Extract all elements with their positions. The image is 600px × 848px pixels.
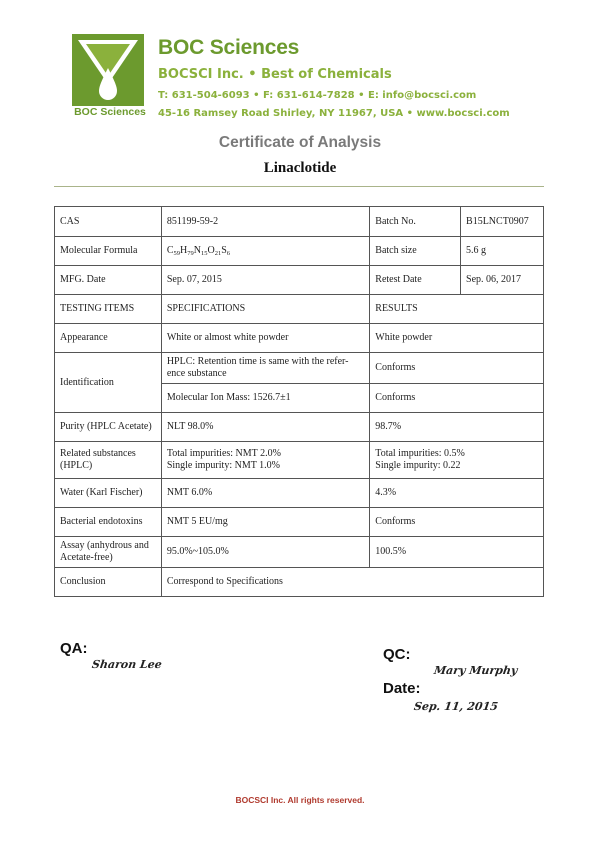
table-row <box>55 413 544 442</box>
table-row <box>55 537 544 568</box>
table-row <box>55 353 544 384</box>
footer-copyright: BOCSCI Inc. All rights reserved. <box>235 795 365 805</box>
batch-value: B15LNCT0907 <box>461 207 544 237</box>
spec-cell: Molecular Ion Mass: 1526.7±1 <box>161 384 369 413</box>
item-cell: Identification <box>55 353 162 413</box>
letterhead <box>72 34 532 124</box>
item-cell: Related substances (HPLC) <box>55 442 162 479</box>
cas-label: CAS <box>55 207 162 237</box>
item-cell: Purity (HPLC Acetate) <box>55 413 162 442</box>
table-row <box>55 442 544 479</box>
sign-date: Sep. 11, 2015 <box>413 700 499 713</box>
qa-label: QA: <box>60 640 88 657</box>
formula-value: $C_{59}H_{79}N_{15}O_{21}S_6$ <box>161 237 369 266</box>
result-cell: 100.5% <box>370 537 544 568</box>
result-cell: Total impurities: 0.5% Single impurity: 0.22 <box>370 442 544 479</box>
retest-date-label: Retest Date <box>370 266 461 295</box>
table-header-row <box>55 295 544 324</box>
table-row <box>55 508 544 537</box>
result-cell: Conforms <box>370 384 544 413</box>
result-cell: Conforms <box>370 508 544 537</box>
brand-block <box>158 36 538 120</box>
formula-label: Molecular Formula <box>55 237 162 266</box>
table-row <box>55 207 544 237</box>
product-name: Linaclotide <box>263 160 337 176</box>
brand-contact: T: 631-504-6093 • F: 631-614-7828 • E: info@bocsci.com <box>158 90 477 101</box>
item-cell: Appearance <box>55 324 162 353</box>
col-header-items: TESTING ITEMS <box>55 295 162 324</box>
date-label: Date: <box>383 680 421 697</box>
batch-size-value: 5.6 g <box>461 237 544 266</box>
spec-cell: White or almost white powder <box>161 324 369 353</box>
result-cell: 98.7% <box>370 413 544 442</box>
logo-mark-icon <box>72 34 144 106</box>
qc-signature: Mary Murphy <box>433 664 519 677</box>
logo-caption: BOC Sciences <box>74 106 146 118</box>
document-title: Certificate of Analysis <box>218 134 382 151</box>
result-cell: Conforms <box>370 353 544 384</box>
spec-cell: NMT 5 EU/mg <box>161 508 369 537</box>
col-header-specifications: SPECIFICATIONS <box>161 295 369 324</box>
spec-cell: NMT 6.0% <box>161 479 369 508</box>
item-cell: Bacterial endotoxins <box>55 508 162 537</box>
result-cell: White powder <box>370 324 544 353</box>
conclusion-cell: Correspond to Specifications <box>161 568 543 597</box>
mfg-date-label: MFG. Date <box>55 266 162 295</box>
qa-signature: Sharon Lee <box>91 658 163 671</box>
table-row <box>55 266 544 295</box>
header-divider <box>54 186 544 187</box>
spec-cell: 95.0%~105.0% <box>161 537 369 568</box>
analysis-table <box>54 206 544 597</box>
item-cell: Water (Karl Fischer) <box>55 479 162 508</box>
table-row <box>55 568 544 597</box>
table-row <box>55 479 544 508</box>
batch-size-label: Batch size <box>370 237 461 266</box>
spec-cell: Total impurities: NMT 2.0% Single impurity: NMT 1.0% <box>161 442 369 479</box>
cas-value: 851199-59-2 <box>161 207 369 237</box>
mfg-date-value: Sep. 07, 2015 <box>161 266 369 295</box>
qc-label: QC: <box>383 646 411 663</box>
brand-name: BOC Sciences <box>158 36 300 59</box>
col-header-results: RESULTS <box>370 295 544 324</box>
retest-date-value: Sep. 06, 2017 <box>461 266 544 295</box>
result-cell: 4.3% <box>370 479 544 508</box>
table-row <box>55 324 544 353</box>
batch-label: Batch No. <box>370 207 461 237</box>
brand-address: 45-16 Ramsey Road Shirley, NY 11967, USA • www.bocsci.com <box>158 108 510 119</box>
spec-cell: HPLC: Retention time is same with the refer-ence substance <box>161 353 369 384</box>
brand-tagline: BOCSCI Inc. • Best of Chemicals <box>158 67 392 82</box>
company-logo <box>72 34 144 120</box>
item-cell: Conclusion <box>55 568 162 597</box>
spec-cell: NLT 98.0% <box>161 413 369 442</box>
table-row <box>55 237 544 266</box>
item-cell: Assay (anhydrous and Acetate-free) <box>55 537 162 568</box>
